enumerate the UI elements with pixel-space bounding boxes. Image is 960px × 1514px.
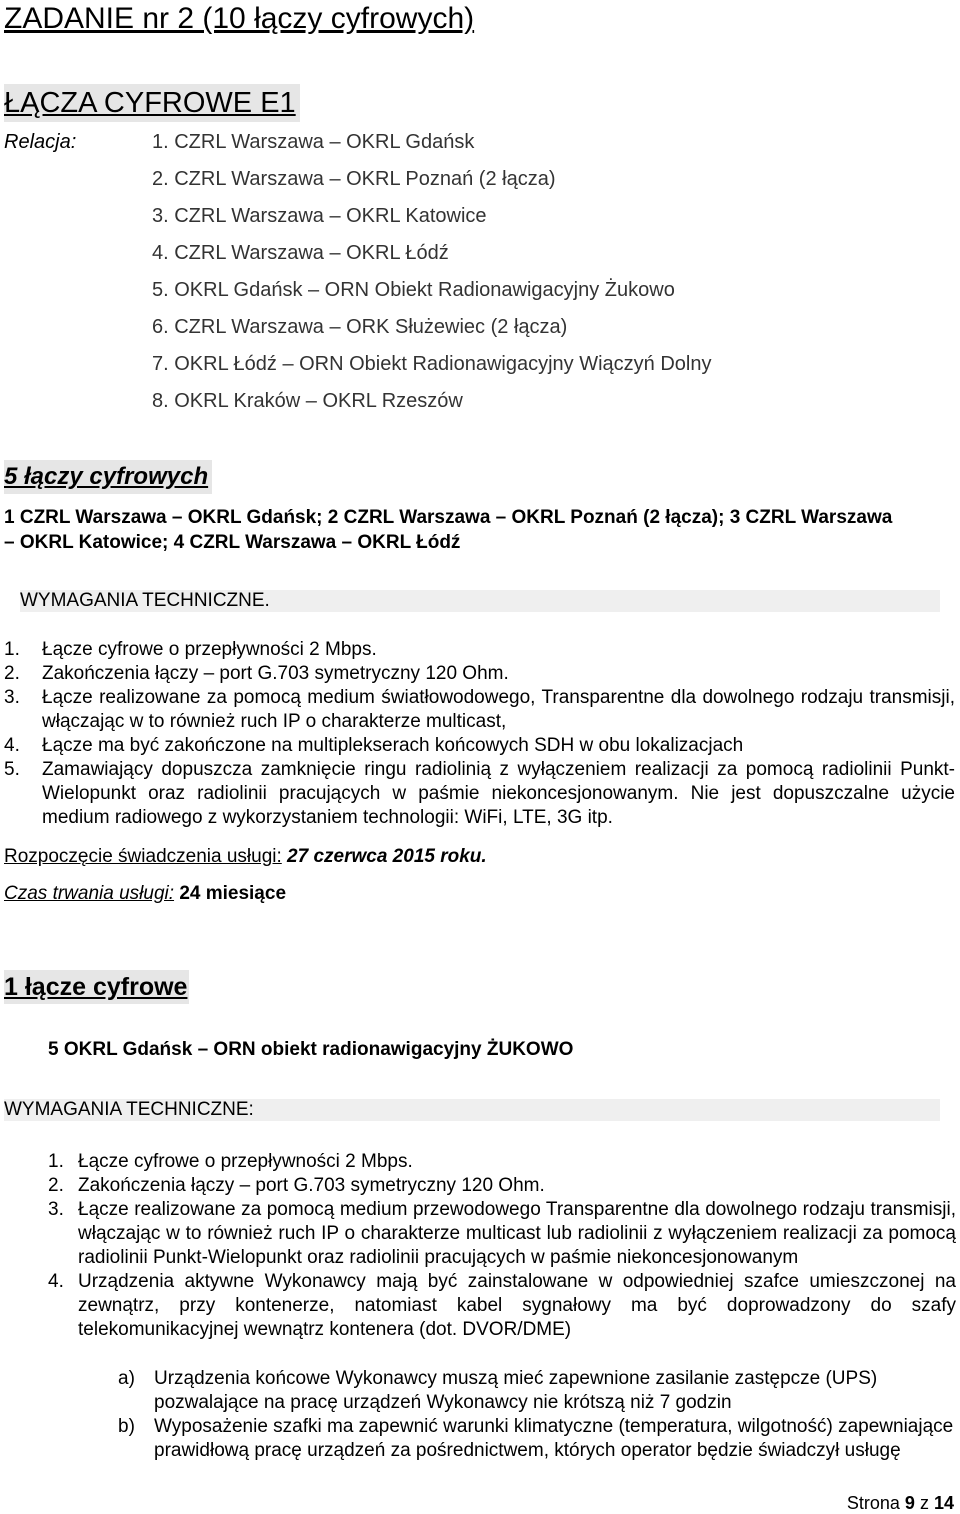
requirement-item: [4, 638, 955, 662]
relation-item: 7. OKRL Łódź – ORN Obiekt Radionawigacyjny Wiączyń Dolny: [152, 353, 712, 375]
relation-item: 3. CZRL Warszawa – OKRL Katowice: [152, 205, 487, 227]
relation-item: 2. CZRL Warszawa – OKRL Poznań (2 łącza): [152, 168, 556, 190]
item-number: 3.: [48, 1199, 64, 1220]
item-text: Urządzenia aktywne Wykonawcy mają być zainstalowane w odpowiedniej szafce umieszczonej na zewnątrz, przy kontenerze, natomiast kabel sygnałowy ma być doprowadzony do szafy telekomunikacyjnej wewnątrz kontenera (dot. DVOR/DME): [78, 1271, 956, 1340]
item-number: 4.: [48, 1271, 64, 1292]
item-letter: b): [118, 1416, 135, 1437]
item-text: Łącze realizowane za pomocą medium światłowodowego, Transparentne dla dowolnego rodzaju transmisji, włączając w to również ruch IP o charakterze multicast,: [42, 687, 955, 732]
item-number: 4.: [4, 735, 20, 756]
relation-item: 6. CZRL Warszawa – ORK Służewiec (2 łącza): [152, 316, 568, 338]
group2-heading: 1 łącze cyfrowe: [4, 970, 189, 1004]
item-text: Łącze realizowane za pomocą medium przewodowego Transparentne dla dowolnego rodzaju transmisji, włączając w to również ruch IP o charakterze multicast lub radiolinii z wyłączeniem realizacji za pomocą radiolinii Punkt-Wielopunkt oraz radiolinii pracujących w paśmie niekoncesjonowanym: [78, 1199, 956, 1268]
requirement-item: [48, 1150, 956, 1174]
relation-item: 4. CZRL Warszawa – OKRL Łódź: [152, 242, 449, 264]
sub-item: [118, 1367, 956, 1415]
item-number: 2.: [4, 663, 20, 684]
item-text: Łącze cyfrowe o przepływności 2 Mbps.: [78, 1151, 413, 1172]
requirement-item: [48, 1198, 956, 1270]
item-text: Łącze ma być zakończone na multiplekserach końcowych SDH w obu lokalizacjach: [42, 735, 744, 756]
relation-item: 5. OKRL Gdańsk – ORN Obiekt Radionawigacyjny Żukowo: [152, 279, 675, 301]
requirement-item: [4, 734, 955, 758]
relation-item: 1. CZRL Warszawa – OKRL Gdańsk: [152, 131, 475, 153]
item-number: 5.: [4, 759, 20, 780]
item-text: Zamawiający dopuszcza zamknięcie ringu radiolinią z wyłączeniem realizacji za pomocą radiolinii Punkt-Wielopunkt oraz radiolinii pracujących w paśmie niekoncesjonowanym. Nie jest dopuszczalne użycie medium radiowego z wykorzystaniem technologii: WiFi, LTE, 3G itp.: [42, 759, 955, 828]
requirement-item: [4, 662, 955, 686]
requirement-item: [48, 1270, 956, 1342]
group1-summary: 1 CZRL Warszawa – OKRL Gdańsk; 2 CZRL Warszawa – OKRL Poznań (2 łącza); 3 CZRL Warszawa – OKRL Katowice; 4 CZRL Warszawa – OKRL Łódź: [4, 507, 893, 553]
requirement-item: [48, 1174, 956, 1198]
service-duration: [4, 883, 286, 905]
item-letter: a): [118, 1368, 135, 1389]
requirements-list: [48, 1150, 956, 1342]
section-heading-e1: ŁĄCZA CYFROWE E1: [4, 84, 300, 122]
item-number: 2.: [48, 1175, 64, 1196]
requirements-heading: WYMAGANIA TECHNICZNE.: [20, 590, 940, 612]
page-footer: [847, 1493, 954, 1514]
requirements-heading: WYMAGANIA TECHNICZNE:: [4, 1099, 940, 1121]
service-duration-value: 24 miesiące: [179, 883, 287, 904]
item-text: Łącze cyfrowe o przepływności 2 Mbps.: [42, 639, 377, 660]
relacja-label: Relacja:: [4, 131, 77, 153]
item-number: 3.: [4, 687, 20, 708]
document-title: ZADANIE nr 2 (10 łączy cyfrowych): [4, 2, 475, 35]
item-text: Zakończenia łączy – port G.703 symetryczny 120 Ohm.: [42, 663, 509, 684]
requirement-item: [4, 686, 955, 734]
service-start: [4, 846, 487, 868]
item-number: 1.: [4, 639, 20, 660]
page-number: 9: [904, 1493, 915, 1513]
item-text: Wyposażenie szafki ma zapewnić warunki klimatyczne (temperatura, wilgotność) zapewniające prawidłową pracę urządzeń za pośrednictwem, których operator będzie świadczył usługę: [154, 1416, 954, 1461]
item-text: Urządzenia końcowe Wykonawcy muszą mieć zapewnione zasilanie zastępcze (UPS) pozwalające na pracę urządzeń Wykonawcy nie krótszą niż 7 godzin: [154, 1368, 878, 1413]
page-total: 14: [933, 1493, 954, 1513]
sub-item: [118, 1415, 956, 1463]
service-duration-label: Czas trwania usługi:: [4, 883, 175, 904]
requirements-list: [4, 638, 955, 830]
requirement-item: [4, 758, 955, 830]
group1-heading: 5 łączy cyfrowych: [4, 460, 212, 494]
item-number: 1.: [48, 1151, 64, 1172]
service-start-value: 27 czerwca 2015 roku.: [287, 846, 487, 867]
footer-prefix: Strona: [846, 1493, 900, 1513]
relation-item: 8. OKRL Kraków – OKRL Rzeszów: [152, 390, 463, 412]
group2-location: 5 OKRL Gdańsk – ORN obiekt radionawigacyjny ŻUKOWO: [48, 1039, 574, 1060]
sub-list: [118, 1367, 956, 1463]
item-text: Zakończenia łączy – port G.703 symetryczny 120 Ohm.: [78, 1175, 545, 1196]
service-start-label: Rozpoczęcie świadczenia usługi:: [4, 846, 282, 867]
footer-separator: z: [919, 1493, 929, 1513]
